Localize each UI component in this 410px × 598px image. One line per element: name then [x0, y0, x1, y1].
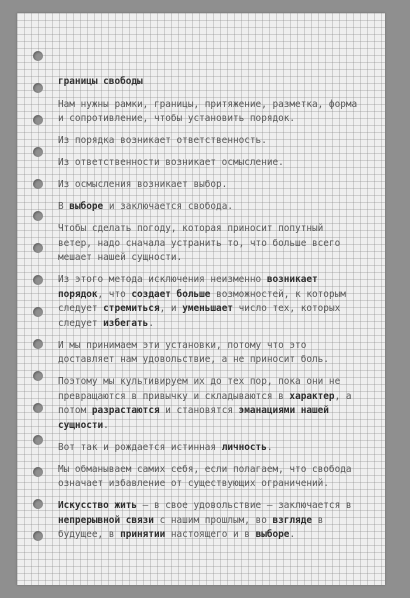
binder-hole — [33, 275, 43, 285]
bold-run: возникает порядок — [58, 274, 318, 300]
bold-run: Искусство жить — [58, 500, 138, 511]
text-run: В — [58, 201, 70, 212]
binder-hole — [33, 499, 43, 509]
binder-hole — [33, 115, 43, 125]
page-title: границы свободы — [58, 76, 143, 87]
binder-hole — [33, 307, 43, 317]
bold-run: принятии — [120, 529, 166, 540]
bold-run: стремиться — [103, 303, 160, 314]
text-run: , что — [97, 288, 132, 300]
bold-run: личность — [221, 441, 267, 453]
paragraph — [58, 273, 358, 331]
text-run: , а потом — [58, 390, 352, 416]
text-run: . — [266, 441, 273, 453]
text-run: . — [148, 317, 154, 329]
bold-run: выборе — [255, 529, 290, 540]
bold-run: создает больше — [131, 288, 211, 300]
bold-run: взгляде — [272, 514, 312, 526]
text-run: возможностей, к которым следует — [58, 288, 346, 314]
binder-hole — [33, 51, 43, 61]
paragraph — [58, 375, 358, 433]
binder-hole — [33, 339, 43, 349]
text-run: Поэтому мы культивируем их до тех пор, пока они не превращаются в привычку и складываются в — [58, 376, 341, 402]
binder-hole — [33, 243, 43, 253]
page-text — [58, 75, 358, 550]
text-run: настоящего и в — [165, 529, 256, 540]
text-run: с нашим прошлым, во — [153, 514, 273, 526]
binder-hole — [33, 179, 43, 189]
bold-run: непрерывной связи — [58, 514, 154, 526]
text-run: Из этого метода исключения неизменно — [58, 274, 267, 285]
binder-hole — [33, 211, 43, 221]
text-run: . — [289, 529, 296, 540]
paragraph: Из осмысления возникает выбор. — [58, 179, 228, 190]
paragraph — [58, 200, 358, 215]
text-run: — в свое удовольствие — заключается в — [137, 500, 352, 511]
bold-run: выборе — [69, 201, 104, 212]
bold-run: характер — [289, 390, 335, 402]
binder-hole — [33, 467, 43, 477]
text-run: . — [103, 419, 109, 431]
bold-run: уменьшает — [182, 303, 233, 314]
text-run: число тех, которых следует — [58, 303, 341, 329]
paragraph — [58, 441, 358, 456]
paragraph — [58, 499, 358, 543]
binder-hole — [33, 531, 43, 541]
paragraph: Из ответственности возникает осмысление. — [58, 157, 284, 168]
binder-hole — [33, 435, 43, 445]
bold-run: эманациями нашей сущности — [58, 405, 329, 431]
text-run: в будущее, в — [58, 514, 324, 540]
paragraph: Нам нужны рамки, границы, притяжение, разметка, форма и сопротивление, чтобы установить порядок. — [58, 98, 358, 124]
paragraph: Мы обманываем самих себя, если полагаем, что свобода означает избавление от существующих ограничений. — [58, 463, 352, 489]
binder-hole — [33, 403, 43, 413]
text-run: и становятся — [159, 405, 239, 416]
binder-hole — [33, 147, 43, 157]
paragraph: Из порядка возникает ответственность. — [58, 135, 267, 146]
text-run: , и — [159, 303, 183, 314]
binder-hole — [33, 83, 43, 93]
text-run: Вот так и рождается истинная — [58, 441, 222, 453]
bold-run: избегать — [103, 317, 149, 329]
binder-hole — [33, 371, 43, 381]
text-run: и заключается свобода. — [103, 201, 233, 212]
paragraph: И мы принимаем эти установки, потому что это доставляет нам удовольствие, а не приносит боль. — [58, 339, 329, 365]
bold-run: разрастаются — [91, 405, 160, 416]
paragraph: Чтобы сделать погоду, которая приносит попутный ветер, надо сначала устранить то, что больше всего мешает нашей сущности. — [58, 223, 341, 263]
